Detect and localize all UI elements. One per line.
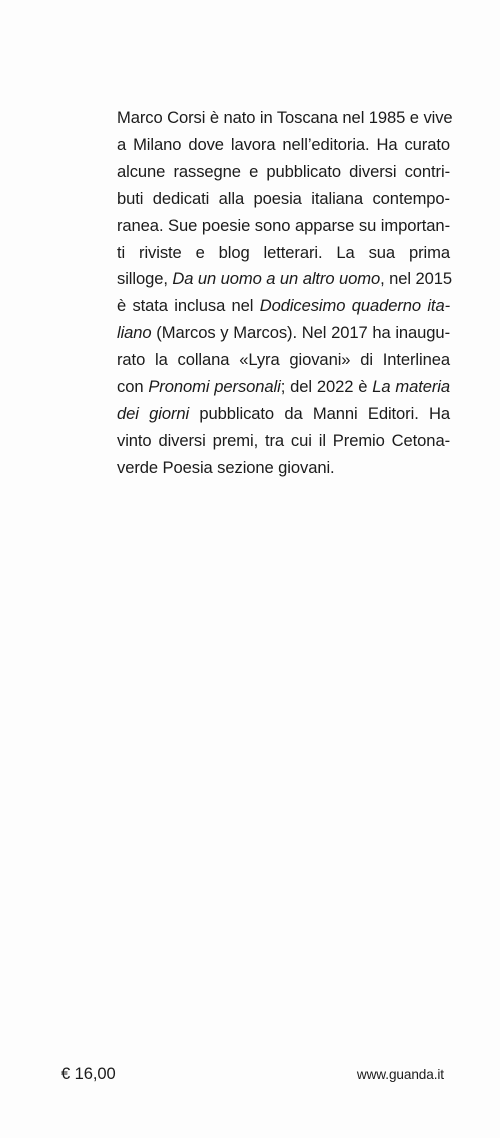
- bio-title-italic: liano: [117, 323, 152, 343]
- bio-line: [117, 213, 450, 240]
- bio-text: ti riviste e blog letterari. La sua prima: [117, 242, 450, 262]
- bio-text: è stata inclusa nel: [117, 296, 260, 316]
- publisher-website: www.guanda.it: [356, 1067, 444, 1082]
- bio-line: [117, 266, 450, 293]
- bio-title-italic: dei giorni: [117, 403, 190, 423]
- bio-line: [117, 186, 450, 213]
- bio-line: [117, 293, 450, 320]
- bio-line: [117, 347, 450, 374]
- bio-text: a Milano dove lavora nell’editoria. Ha curato: [117, 134, 450, 154]
- author-bio: [117, 105, 453, 482]
- bio-line: [117, 428, 450, 455]
- bio-line: [117, 320, 450, 347]
- bio-text: silloge,: [117, 269, 173, 289]
- bio-text: ranea. Sue poesie sono apparse su importan-: [117, 215, 450, 235]
- bio-title-italic: La materia: [372, 377, 450, 397]
- bio-text: alcune rassegne e pubblicato diversi contri-: [117, 161, 450, 181]
- bio-line: [117, 455, 450, 482]
- bio-text: (Marcos y Marcos). Nel 2017 ha inaugu-: [151, 323, 450, 343]
- bio-text: Marco Corsi è nato in Toscana nel 1985 e vive: [117, 108, 453, 127]
- bio-text: con: [117, 377, 149, 397]
- bio-line: [117, 159, 450, 186]
- bio-text: buti dedicati alla poesia italiana contempo-: [117, 188, 450, 208]
- bio-text: ; del 2022 è: [280, 377, 373, 397]
- bio-text: pubblicato da Manni Editori. Ha: [189, 403, 451, 423]
- bio-line: [117, 240, 450, 267]
- price-label: € 16,00: [61, 1064, 116, 1083]
- bio-line: [117, 132, 450, 159]
- bio-title-italic: Da un uomo a un altro uomo: [172, 269, 381, 289]
- bio-line: [117, 401, 450, 428]
- bio-text: rato la collana «Lyra giovani» di Interlinea: [117, 350, 450, 370]
- bio-text: verde Poesia sezione giovani.: [117, 457, 335, 477]
- bio-title-italic: Dodicesimo quaderno ita-: [259, 296, 450, 316]
- bio-text: vinto diversi premi, tra cui il Premio Cetona-: [117, 430, 450, 450]
- bio-title-italic: Pronomi personali: [148, 377, 281, 397]
- bio-line: [117, 374, 450, 401]
- bio-text: , nel 2015: [380, 269, 452, 289]
- bio-line: [117, 105, 453, 132]
